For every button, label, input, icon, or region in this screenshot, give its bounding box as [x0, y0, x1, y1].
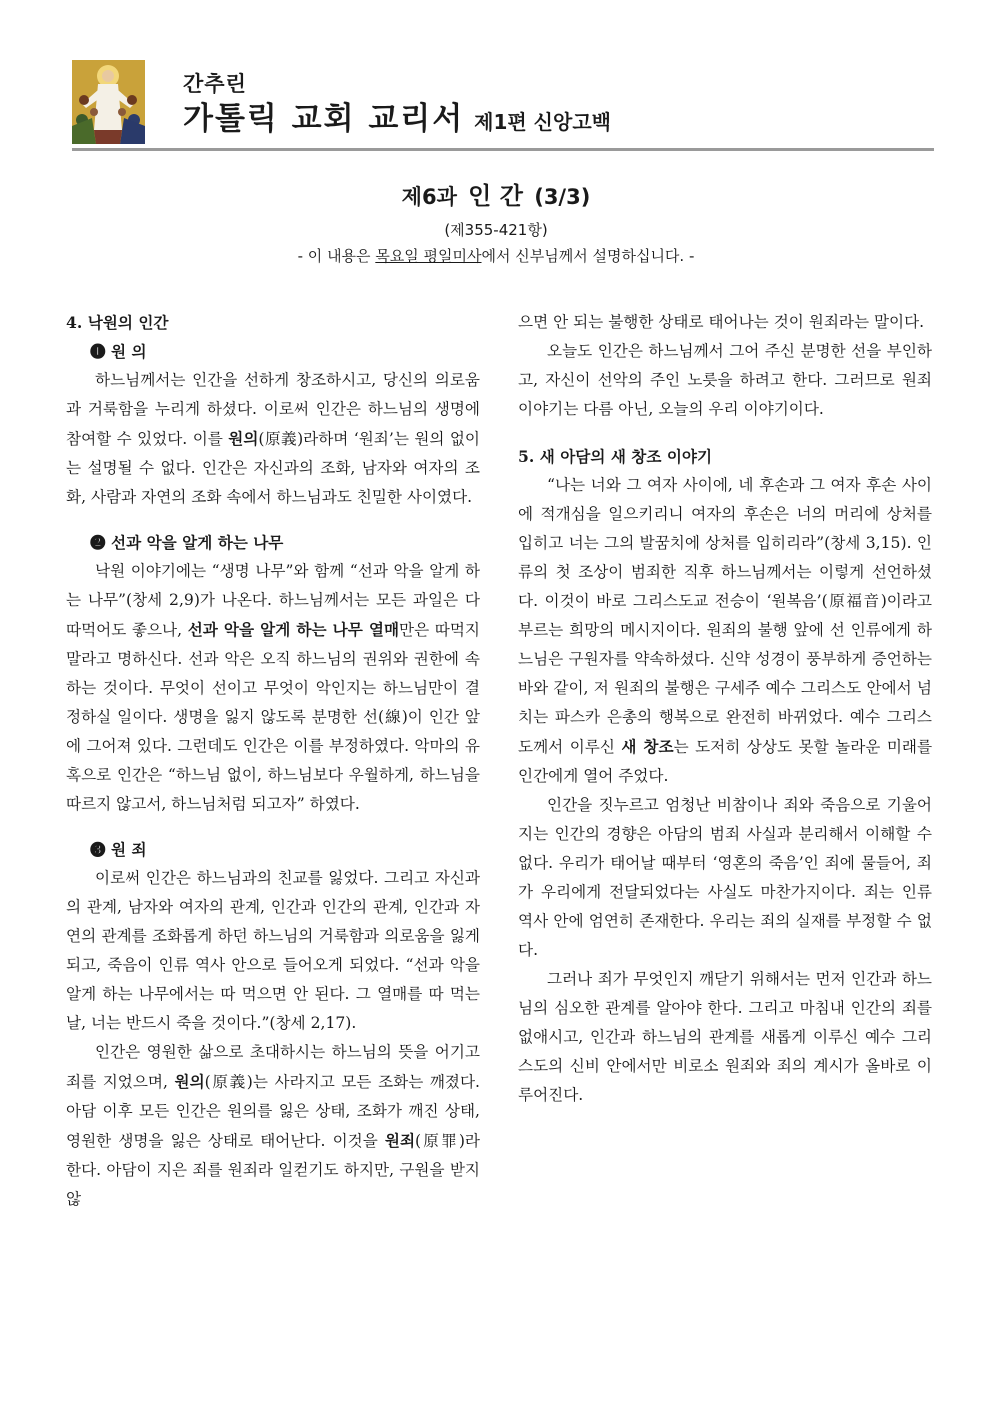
subheading-original-justice: ❶ 원 의 [90, 342, 147, 361]
subheading-original-sin: ❸ 원 죄 [90, 840, 147, 859]
text-run: 만은 따먹지 말라고 명하신다. 선과 악은 오직 하느님의 권위와 권한에 속하는 것이다. 무엇이 선이고 무엇이 악인지는 하느님만이 결정하실 일이다. 생명을 잃지 않도록 분명한 선(線)이 인간 앞에 그어져 있다. 그런데도 인간은 이를 부정하였다. 악마의 유혹으로 인간은 “하느님 없이, 하느님보다 우월하게, 하느님을 따르지 않고서, 하느님처럼 되고자” 하였다. [66, 621, 480, 813]
bold-term: 원죄 [384, 1131, 416, 1150]
part-label: 제1편 신앙고백 [474, 110, 611, 134]
subheading-tree-of-knowledge: ❷ 선과 악을 알게 하는 나무 [90, 533, 284, 552]
note-prefix: - 이 내용은 [297, 247, 376, 265]
jesus-with-disciples-logo [72, 60, 145, 144]
text-run: 낙원 이야기에는 “생명 나무”와 함께 “선과 악을 알게 하는 나무”(창세 2,9)가 나온다. 하느님께서는 모든 과일은 다 따먹어도 좋으나, [66, 562, 480, 639]
text-run: (原罪)라 한다. 아담이 지은 죄를 원죄라 일컫기도 하지만, 구원을 받지 않 [66, 1132, 480, 1208]
page-header [72, 60, 934, 150]
lesson-range: (제355-421항) [444, 221, 548, 239]
text-run: 하느님께서는 인간을 선하게 창조하시고, 당신의 의로움과 거룩함을 누리게 하셨다. 이로써 인간은 하느님의 생명에 참여할 수 있었다. 이를 [66, 371, 480, 448]
lesson-part: (3/3) [534, 185, 591, 209]
paragraph-today: 오늘도 인간은 하느님께서 그어 주신 분명한 선을 부인하고, 자신이 선악의 주인 노릇을 하려고 한다. 그러므로 원죄 이야기는 다름 아닌, 오늘의 우리 이야기이다. [518, 342, 932, 418]
section-heading-5: 5. 새 아담의 새 창조 이야기 [518, 447, 713, 466]
lesson-topic: 인 간 [468, 182, 523, 210]
lesson-heading [0, 176, 992, 266]
paragraph-original-sin-1: 이로써 인간은 하느님과의 친교를 잃었다. 그리고 자신과의 관계, 남자와 여자의 관계, 인간과 인간의 관계, 인간과 자연의 관계를 조화롭게 하던 하느님의 거룩함과 의로움을 잃게 되고, 죽음이 인류 역사 안으로 들어오게 되었다. “선과 악을 알게 하는 나무에서는 따 먹으면 안 된다. 그 열매를 따 먹는 날, 너는 반드시 죽을 것이다.”(창세 2,17). [66, 869, 480, 1032]
bold-term: 새 창조 [621, 737, 674, 756]
paragraph-original-sin-2 [66, 1038, 480, 1214]
bold-term: 원의 [174, 1072, 205, 1091]
catechism-title [183, 93, 611, 138]
right-column [518, 308, 932, 1110]
text-run: (原義)라하며 ‘원죄’는 원의 없이는 설명될 수 없다. 인간은 자신과의 조화, 남자와 여자의 조화, 사람과 자연의 조화 속에서 하느님과도 친밀한 사이였다. [66, 430, 480, 506]
catechism-subtitle: 간추린 [183, 72, 247, 96]
lesson-title [0, 176, 992, 211]
text-run: 는 도저히 상상도 못할 놀라운 미래를 인간에게 열어 주었다. [518, 738, 933, 785]
note-mass: 목요일 평일미사 [375, 247, 482, 265]
bold-term: 원의 [228, 429, 259, 448]
bold-term: 선과 악을 알게 하는 나무 열매 [187, 620, 400, 639]
text-run: (原義)는 사라지고 모든 조화는 깨졌다. 아담 이후 모든 인간은 원의를 잃은 상태, 조화가 깨진 상태, 영원한 생명을 잃은 상태로 태어난다. 이것을 [66, 1073, 480, 1150]
left-column [66, 308, 480, 1214]
paragraph-tree-of-knowledge [66, 557, 480, 819]
lesson-note [0, 245, 992, 266]
paragraph-continuation: 으면 안 되는 불행한 상태로 태어나는 것이 원죄라는 말이다. [518, 313, 925, 331]
paragraph-revelation: 그러나 죄가 무엇인지 깨닫기 위해서는 먼저 인간과 하느님의 심오한 관계를 알아야 한다. 그리고 마침내 인간의 죄를 없애시고, 인간과 하느님의 관계를 새롭게 이루신 예수 그리스도의 신비 안에서만 비로소 원죄와 죄의 계시가 올바로 이루어진다. [518, 970, 932, 1104]
note-suffix: 에서 신부님께서 설명하십니다. - [481, 247, 695, 265]
paragraph-original-justice [66, 366, 480, 512]
text-run: “나는 너와 그 여자 사이에, 네 후손과 그 여자 후손 사이에 적개심을 일으키리니 여자의 후손은 너의 머리에 상처를 입히고 너는 그의 발꿈치에 상처를 입히리라”(창세 3,15). 인류의 첫 조상이 범죄한 직후 하느님께서는 이렇게 선언하셨다. 이것이 바로 그리스도교 전승이 ‘원복음’(原福音)이라고 부르는 희망의 메시지이다. 원죄의 불행 앞에 선 인류에게 하느님은 구원자를 약속하셨다. 신약 성경이 풍부하게 증언하는 바와 같이, 저 원죄의 불행은 구세주 예수 그리스도 안에서 넘치는 파스카 은총의 행복으로 완전히 바뀌었다. 예수 그리스도께서 이루신 [518, 476, 932, 756]
section-heading-4: 4. 낙원의 인간 [66, 313, 169, 332]
paragraph-protoevangelium [518, 471, 932, 791]
paragraph-human-tendency: 인간을 짓누르고 엄청난 비참이나 죄와 죽음으로 기울어지는 인간의 경향은 아담의 범죄 사실과 분리해서 이해할 수 없다. 우리가 태어날 때부터 ‘영혼의 죽음’인 죄에 물들어, 죄가 우리에게 전달되었다는 사실도 마찬가지이다. 죄는 인류 역사 안에 엄연히 존재한다. 우리는 죄의 실재를 부정할 수 없다. [518, 796, 932, 959]
text-run: 인간은 영원한 삶으로 초대하시는 하느님의 뜻을 어기고 죄를 지었으며, [66, 1043, 480, 1091]
lesson-number: 제6과 [401, 185, 457, 209]
title-text: 가톨릭 교회 교리서 [183, 101, 465, 137]
header-divider [72, 148, 934, 151]
